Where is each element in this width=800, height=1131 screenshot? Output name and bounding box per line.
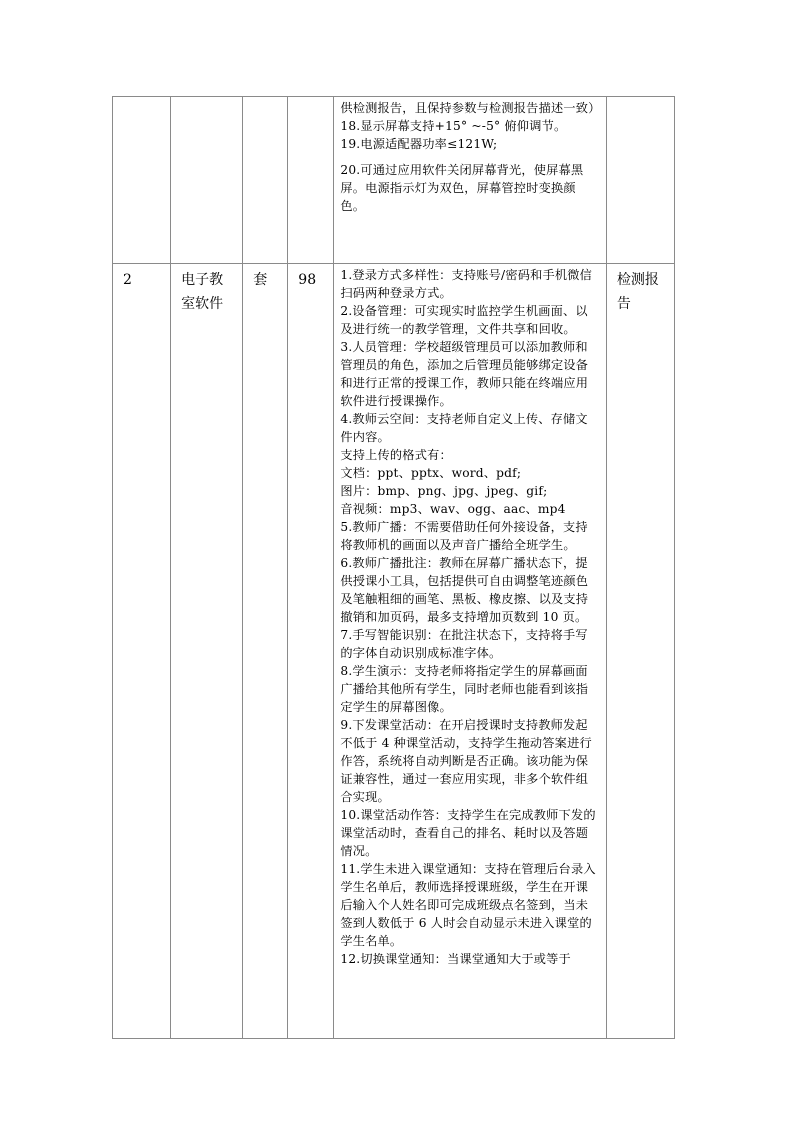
spec-line: 11.学生未进入课堂通知：支持在管理后台录入学生名单后，教师选择授课班级，学生在开课后输入个人姓名即可完成班级点名签到，当未签到人数低于 6 人时会自动显示未进入课堂的学生名单。 (340, 862, 596, 948)
description-cell (334, 264, 606, 1039)
spec-line: 3.人员管理：学校超级管理员可以添加教师和管理员的角色，添加之后管理员能够绑定设备和进行正常的授课工作，教师只能在终端应用软件进行授课操作。 (340, 340, 589, 408)
spec-line: 4.教师云空间：支持老师自定义上传、存储文件内容。 (340, 412, 588, 444)
spec-line: 图片：bmp、png、jpg、jpeg、gif; (340, 484, 548, 498)
spec-line: 12.切换课堂通知：当课堂通知大于或等于 (340, 952, 571, 966)
spec-line: 供检测报告，且保持参数与检测报告描述一致） (340, 101, 601, 115)
spec-line: 支持上传的格式有： (340, 448, 452, 462)
index-cell: 2 (113, 264, 171, 1039)
spec-line: 19.电源适配器功率≤121W; (340, 137, 498, 151)
table-row (113, 97, 675, 264)
name-cell: 电子教室软件 (171, 264, 243, 1039)
spec-line: 20.可通过应用软件关闭屏幕背光，使屏幕黑屏。电源指示灯为双色，屏幕管控时变换颜色。 (340, 163, 584, 213)
remark-cell: 检测报告 (606, 264, 674, 1039)
spec-line: 1.登录方式多样性：支持账号/密码和手机微信扫码两种登录方式。 (340, 268, 593, 300)
name-cell (171, 97, 243, 264)
spec-line: 6.教师广播批注：教师在屏幕广播状态下，提供授课小工具，包括提供可自由调整笔迹颜色及笔触粗细的画笔、黑板、橡皮擦、以及支持撤销和加页码，最多支持增加页数到 10 页。 (340, 556, 589, 624)
remark-cell (606, 97, 674, 264)
quantity-cell: 98 (288, 264, 334, 1039)
spec-line: 8.学生演示：支持老师将指定学生的屏幕画面广播给其他所有学生，同时老师也能看到该指定学生的屏幕图像。 (340, 664, 589, 714)
spec-table (112, 96, 675, 1039)
spec-line: 10.课堂活动作答：支持学生在完成教师下发的课堂活动时，查看自己的排名、耗时以及答题情况。 (340, 808, 596, 858)
index-cell (113, 97, 171, 264)
spec-line: 文档：ppt、pptx、word、pdf; (340, 466, 522, 480)
spec-line: 9.下发课堂活动：在开启授课时支持教师发起不低于 4 种课堂活动，支持学生拖动答案进行作答，系统将自动判断是否正确。该功能为保证兼容性，通过一套应用实现，非多个软件组合实现。 (340, 718, 592, 804)
description-cell (334, 97, 606, 264)
unit-cell: 套 (243, 264, 288, 1039)
spec-line: 18.显示屏幕支持+15° ~-5° 俯仰调节。 (340, 119, 567, 133)
spec-line: 7.手写智能识别：在批注状态下，支持将手写的字体自动识别成标准字体。 (340, 628, 588, 660)
quantity-cell (288, 97, 334, 264)
spec-line: 音视频：mp3、wav、ogg、aac、mp4 (340, 502, 566, 516)
unit-cell (243, 97, 288, 264)
table-row (113, 264, 675, 1039)
spec-line: 2.设备管理：可实现实时监控学生机画面、以及进行统一的教学管理，文件共享和回收。 (340, 304, 588, 336)
spec-line: 5.教师广播：不需要借助任何外接设备，支持将教师机的画面以及声音广播给全班学生。 (340, 520, 588, 552)
